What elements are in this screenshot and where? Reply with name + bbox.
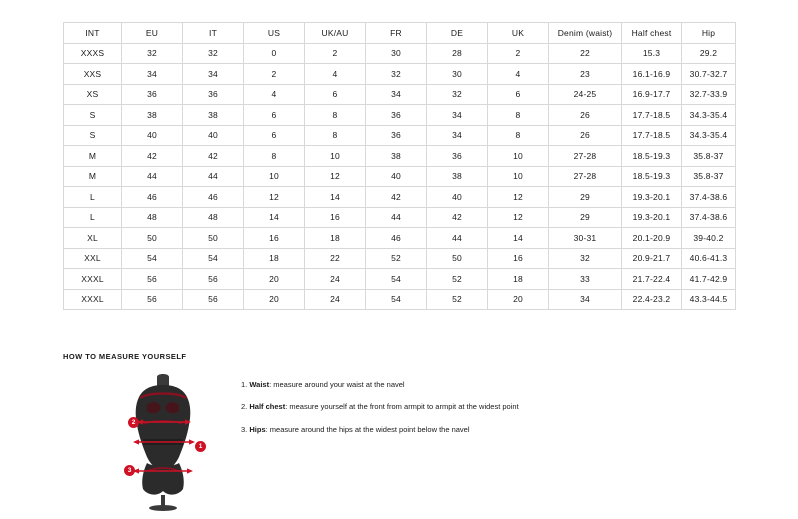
table-row xyxy=(64,84,736,105)
cell-de: 50 xyxy=(427,248,488,269)
cell-hip: 39-40.2 xyxy=(682,228,736,249)
note-term: Waist xyxy=(249,380,270,389)
cell-denim-waist: 30-31 xyxy=(549,228,622,249)
cell-it: 50 xyxy=(183,228,244,249)
cell-uk-au: 8 xyxy=(305,105,366,126)
cell-it: 48 xyxy=(183,207,244,228)
cell-us: 10 xyxy=(244,166,305,187)
cell-us: 18 xyxy=(244,248,305,269)
column-header-uk: UK xyxy=(488,23,549,44)
cell-uk-au: 8 xyxy=(305,125,366,146)
cell-int: S xyxy=(64,125,122,146)
cell-int: XS xyxy=(64,84,122,105)
cell-fr: 40 xyxy=(366,166,427,187)
cell-us: 12 xyxy=(244,187,305,208)
cell-denim-waist: 27-28 xyxy=(549,166,622,187)
cell-de: 28 xyxy=(427,43,488,64)
cell-uk-au: 12 xyxy=(305,166,366,187)
cell-uk: 16 xyxy=(488,248,549,269)
cell-uk: 20 xyxy=(488,289,549,310)
cell-half-chest: 16.9-17.7 xyxy=(622,84,682,105)
cell-uk: 8 xyxy=(488,105,549,126)
cell-denim-waist: 27-28 xyxy=(549,146,622,167)
measure-note-hips xyxy=(241,425,721,434)
cell-uk-au: 16 xyxy=(305,207,366,228)
cell-fr: 36 xyxy=(366,125,427,146)
cell-half-chest: 21.7-22.4 xyxy=(622,269,682,290)
column-header-half-chest: Half chest xyxy=(622,23,682,44)
cell-it: 38 xyxy=(183,105,244,126)
cell-it: 42 xyxy=(183,146,244,167)
table-row xyxy=(64,207,736,228)
cell-uk-au: 18 xyxy=(305,228,366,249)
cell-us: 20 xyxy=(244,289,305,310)
table-row xyxy=(64,187,736,208)
cell-fr: 38 xyxy=(366,146,427,167)
cell-hip: 43.3-44.5 xyxy=(682,289,736,310)
cell-de: 44 xyxy=(427,228,488,249)
cell-int: XXXL xyxy=(64,289,122,310)
cell-denim-waist: 29 xyxy=(549,187,622,208)
mannequin-illustration-icon xyxy=(103,371,223,511)
cell-uk: 18 xyxy=(488,269,549,290)
cell-us: 0 xyxy=(244,43,305,64)
table-row xyxy=(64,105,736,126)
cell-uk-au: 14 xyxy=(305,187,366,208)
cell-fr: 46 xyxy=(366,228,427,249)
table-row xyxy=(64,166,736,187)
cell-de: 34 xyxy=(427,125,488,146)
cell-uk: 2 xyxy=(488,43,549,64)
cell-half-chest: 18.5-19.3 xyxy=(622,166,682,187)
cell-int: XXXS xyxy=(64,43,122,64)
cell-de: 36 xyxy=(427,146,488,167)
cell-int: L xyxy=(64,207,122,228)
cell-us: 14 xyxy=(244,207,305,228)
cell-uk: 10 xyxy=(488,146,549,167)
mannequin-figure xyxy=(103,371,223,511)
cell-int: XXS xyxy=(64,64,122,85)
cell-de: 52 xyxy=(427,289,488,310)
note-text: : measure yourself at the front from armpit to armpit at the widest point xyxy=(285,402,519,412)
cell-int: XXXL xyxy=(64,269,122,290)
cell-denim-waist: 23 xyxy=(549,64,622,85)
cell-it: 32 xyxy=(183,43,244,64)
table-body xyxy=(64,43,736,310)
cell-half-chest: 17.7-18.5 xyxy=(622,125,682,146)
cell-hip: 37.4-38.6 xyxy=(682,187,736,208)
cell-us: 6 xyxy=(244,125,305,146)
measure-badge-half-chest: 2 xyxy=(128,417,139,428)
cell-de: 42 xyxy=(427,207,488,228)
cell-hip: 35.8-37 xyxy=(682,146,736,167)
note-term: Hips xyxy=(249,424,266,434)
note-text: : measure around the hips at the widest point below the navel xyxy=(265,424,470,434)
cell-fr: 32 xyxy=(366,64,427,85)
cell-it: 56 xyxy=(183,289,244,310)
cell-it: 54 xyxy=(183,248,244,269)
measure-notes xyxy=(241,380,721,447)
cell-denim-waist: 26 xyxy=(549,105,622,126)
cell-fr: 34 xyxy=(366,84,427,105)
cell-it: 36 xyxy=(183,84,244,105)
note-number: 3. xyxy=(241,424,248,434)
cell-de: 40 xyxy=(427,187,488,208)
cell-eu: 40 xyxy=(122,125,183,146)
cell-eu: 50 xyxy=(122,228,183,249)
cell-half-chest: 16.1-16.9 xyxy=(622,64,682,85)
column-header-int: INT xyxy=(64,23,122,44)
cell-hip: 32.7-33.9 xyxy=(682,84,736,105)
cell-eu: 34 xyxy=(122,64,183,85)
cell-denim-waist: 29 xyxy=(549,207,622,228)
table-row xyxy=(64,248,736,269)
cell-denim-waist: 34 xyxy=(549,289,622,310)
table-row xyxy=(64,43,736,64)
cell-hip: 34.3-35.4 xyxy=(682,125,736,146)
cell-uk: 12 xyxy=(488,207,549,228)
note-text: : measure around your waist at the navel xyxy=(269,380,405,389)
cell-uk-au: 6 xyxy=(305,84,366,105)
cell-it: 56 xyxy=(183,269,244,290)
note-number: 1. xyxy=(241,380,248,389)
cell-hip: 37.4-38.6 xyxy=(682,207,736,228)
table-row xyxy=(64,228,736,249)
cell-eu: 32 xyxy=(122,43,183,64)
cell-denim-waist: 22 xyxy=(549,43,622,64)
cell-half-chest: 20.9-21.7 xyxy=(622,248,682,269)
measure-badge-hips: 3 xyxy=(124,465,135,476)
how-to-measure-title: HOW TO MEASURE YOURSELF xyxy=(63,352,187,361)
cell-eu: 44 xyxy=(122,166,183,187)
table-row xyxy=(64,125,736,146)
cell-denim-waist: 24-25 xyxy=(549,84,622,105)
size-table xyxy=(63,22,736,310)
column-header-fr: FR xyxy=(366,23,427,44)
cell-us: 16 xyxy=(244,228,305,249)
cell-int: XL xyxy=(64,228,122,249)
cell-int: L xyxy=(64,187,122,208)
cell-uk-au: 4 xyxy=(305,64,366,85)
cell-uk: 6 xyxy=(488,84,549,105)
cell-fr: 52 xyxy=(366,248,427,269)
cell-uk: 14 xyxy=(488,228,549,249)
cell-hip: 35.8-37 xyxy=(682,166,736,187)
cell-de: 52 xyxy=(427,269,488,290)
column-header-it: IT xyxy=(183,23,244,44)
measure-note-half-chest xyxy=(241,402,721,411)
cell-half-chest: 17.7-18.5 xyxy=(622,105,682,126)
cell-fr: 44 xyxy=(366,207,427,228)
cell-hip: 40.6-41.3 xyxy=(682,248,736,269)
cell-de: 38 xyxy=(427,166,488,187)
size-chart xyxy=(63,22,735,310)
cell-fr: 54 xyxy=(366,289,427,310)
table-row xyxy=(64,269,736,290)
note-number: 2. xyxy=(241,402,248,412)
column-header-eu: EU xyxy=(122,23,183,44)
column-header-de: DE xyxy=(427,23,488,44)
cell-uk: 8 xyxy=(488,125,549,146)
cell-eu: 36 xyxy=(122,84,183,105)
how-to-measure-section xyxy=(63,352,743,474)
table-row xyxy=(64,146,736,167)
cell-us: 4 xyxy=(244,84,305,105)
cell-half-chest: 22.4-23.2 xyxy=(622,289,682,310)
cell-eu: 48 xyxy=(122,207,183,228)
cell-int: XXL xyxy=(64,248,122,269)
cell-eu: 42 xyxy=(122,146,183,167)
cell-fr: 36 xyxy=(366,105,427,126)
cell-hip: 34.3-35.4 xyxy=(682,105,736,126)
cell-int: S xyxy=(64,105,122,126)
cell-uk: 12 xyxy=(488,187,549,208)
cell-de: 34 xyxy=(427,105,488,126)
cell-us: 6 xyxy=(244,105,305,126)
cell-us: 20 xyxy=(244,269,305,290)
cell-uk-au: 2 xyxy=(305,43,366,64)
table-row xyxy=(64,64,736,85)
cell-us: 8 xyxy=(244,146,305,167)
measure-note-waist xyxy=(241,380,721,389)
cell-hip: 30.7-32.7 xyxy=(682,64,736,85)
column-header-us: US xyxy=(244,23,305,44)
cell-half-chest: 19.3-20.1 xyxy=(622,207,682,228)
cell-de: 32 xyxy=(427,84,488,105)
cell-eu: 46 xyxy=(122,187,183,208)
cell-uk-au: 24 xyxy=(305,269,366,290)
cell-us: 2 xyxy=(244,64,305,85)
cell-half-chest: 18.5-19.3 xyxy=(622,146,682,167)
table-header-row xyxy=(64,23,736,44)
cell-eu: 54 xyxy=(122,248,183,269)
cell-int: M xyxy=(64,146,122,167)
cell-eu: 38 xyxy=(122,105,183,126)
measure-badge-waist: 1 xyxy=(195,441,206,452)
cell-denim-waist: 26 xyxy=(549,125,622,146)
cell-uk: 4 xyxy=(488,64,549,85)
cell-int: M xyxy=(64,166,122,187)
table-row xyxy=(64,289,736,310)
cell-uk-au: 22 xyxy=(305,248,366,269)
cell-half-chest: 15.3 xyxy=(622,43,682,64)
cell-half-chest: 19.3-20.1 xyxy=(622,187,682,208)
cell-eu: 56 xyxy=(122,289,183,310)
cell-de: 30 xyxy=(427,64,488,85)
cell-uk: 10 xyxy=(488,166,549,187)
cell-it: 40 xyxy=(183,125,244,146)
cell-it: 44 xyxy=(183,166,244,187)
cell-uk-au: 24 xyxy=(305,289,366,310)
cell-denim-waist: 33 xyxy=(549,269,622,290)
cell-hip: 29.2 xyxy=(682,43,736,64)
cell-denim-waist: 32 xyxy=(549,248,622,269)
cell-hip: 41.7-42.9 xyxy=(682,269,736,290)
cell-uk-au: 10 xyxy=(305,146,366,167)
cell-eu: 56 xyxy=(122,269,183,290)
cell-fr: 30 xyxy=(366,43,427,64)
table-header xyxy=(64,23,736,44)
column-header-hip: Hip xyxy=(682,23,736,44)
cell-fr: 54 xyxy=(366,269,427,290)
note-term: Half chest xyxy=(249,402,286,412)
cell-fr: 42 xyxy=(366,187,427,208)
column-header-denim-waist: Denim (waist) xyxy=(549,23,622,44)
cell-half-chest: 20.1-20.9 xyxy=(622,228,682,249)
cell-it: 46 xyxy=(183,187,244,208)
column-header-uk-au: UK/AU xyxy=(305,23,366,44)
cell-it: 34 xyxy=(183,64,244,85)
